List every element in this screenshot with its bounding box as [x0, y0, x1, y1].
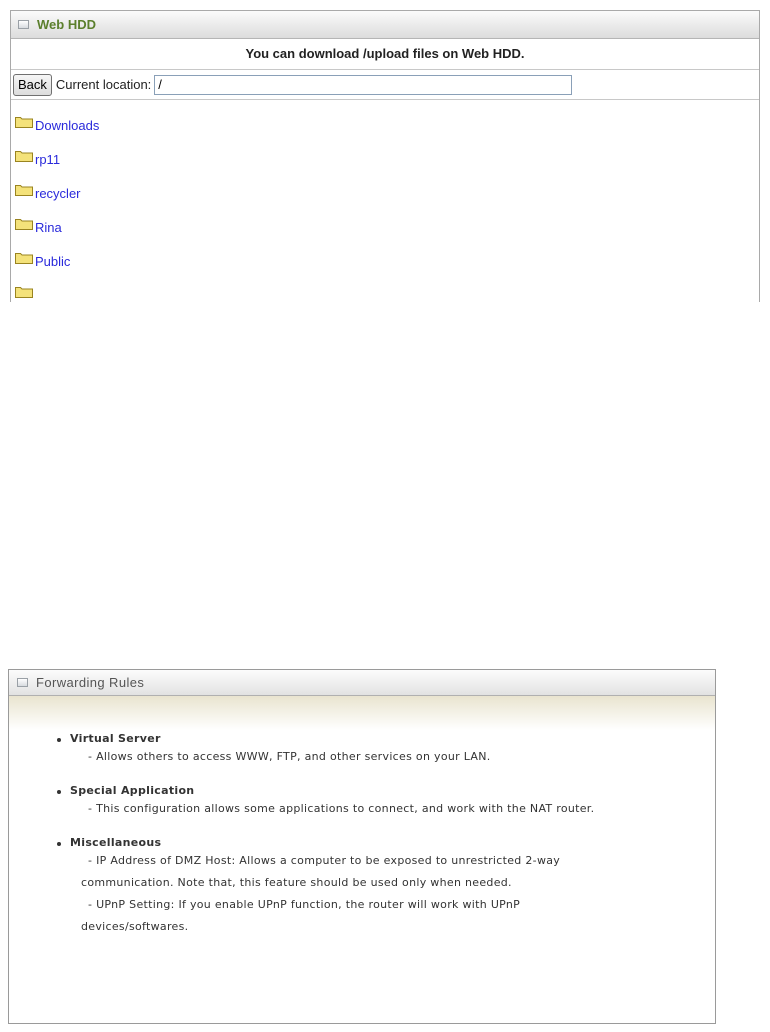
web-hdd-title: Web HDD: [37, 17, 96, 32]
rule-miscellaneous: [57, 834, 715, 938]
folder-icon: [15, 251, 33, 264]
rule-description: - Allows others to access WWW, FTP, and other services on your LAN.: [88, 750, 491, 763]
folder-item-partial[interactable]: [15, 278, 759, 302]
rule-title: [57, 730, 715, 746]
folder-item-rina[interactable]: [15, 210, 759, 244]
folder-icon: [15, 183, 33, 196]
forwarding-rules-content: [9, 730, 715, 938]
bullet-icon: [57, 738, 61, 742]
web-hdd-info-text: You can download /upload files on Web HDD.: [11, 39, 759, 70]
rule-title-text: Virtual Server: [70, 731, 161, 745]
rule-description-continued: communication. Note that, this feature should be used only when needed.: [81, 876, 512, 889]
folder-icon: [15, 149, 33, 162]
panel-square-icon: [17, 678, 28, 687]
bullet-icon: [57, 842, 61, 846]
folder-link-public[interactable]: Public: [35, 253, 71, 269]
rule-description-continued: devices/softwares.: [81, 920, 189, 933]
folder-icon: [15, 115, 33, 128]
forwarding-rules-title: Forwarding Rules: [36, 675, 145, 690]
location-bar: [11, 70, 759, 100]
rule-description: - UPnP Setting: If you enable UPnP function, the router will work with UPnP: [88, 898, 521, 911]
header-fade: [9, 696, 715, 730]
current-location-input[interactable]: [154, 75, 572, 95]
web-hdd-header: [11, 11, 759, 39]
folder-item-downloads[interactable]: [15, 108, 759, 142]
rule-description: - This configuration allows some applications to connect, and work with the NAT router.: [88, 802, 595, 815]
folder-item-public[interactable]: [15, 244, 759, 278]
rule-description: - IP Address of DMZ Host: Allows a computer to be exposed to unrestricted 2-way: [88, 854, 561, 867]
bullet-icon: [57, 790, 61, 794]
rule-virtual-server: [57, 730, 715, 768]
rule-title: [57, 782, 715, 798]
folder-link-downloads[interactable]: Downloads: [35, 117, 100, 133]
folder-item-recycler[interactable]: [15, 176, 759, 210]
folder-link-recycler[interactable]: recycler: [35, 185, 81, 201]
rule-title-text: Special Application: [70, 783, 195, 797]
rule-special-application: [57, 782, 715, 820]
folder-link-rina[interactable]: Rina: [35, 219, 62, 235]
folder-link-rp11[interactable]: rp11: [35, 151, 61, 167]
folder-icon: [15, 217, 33, 230]
folder-list: [11, 100, 759, 302]
rule-title-text: Miscellaneous: [70, 835, 162, 849]
current-location-label: Current location:: [55, 77, 152, 92]
panel-square-icon: [18, 20, 29, 29]
web-hdd-panel: [10, 10, 760, 302]
folder-item-rp11[interactable]: [15, 142, 759, 176]
folder-icon: [15, 285, 33, 298]
forwarding-rules-panel: [8, 669, 716, 1024]
back-button[interactable]: Back: [13, 74, 52, 96]
forwarding-rules-header: [9, 670, 715, 696]
rule-title: [57, 834, 715, 850]
